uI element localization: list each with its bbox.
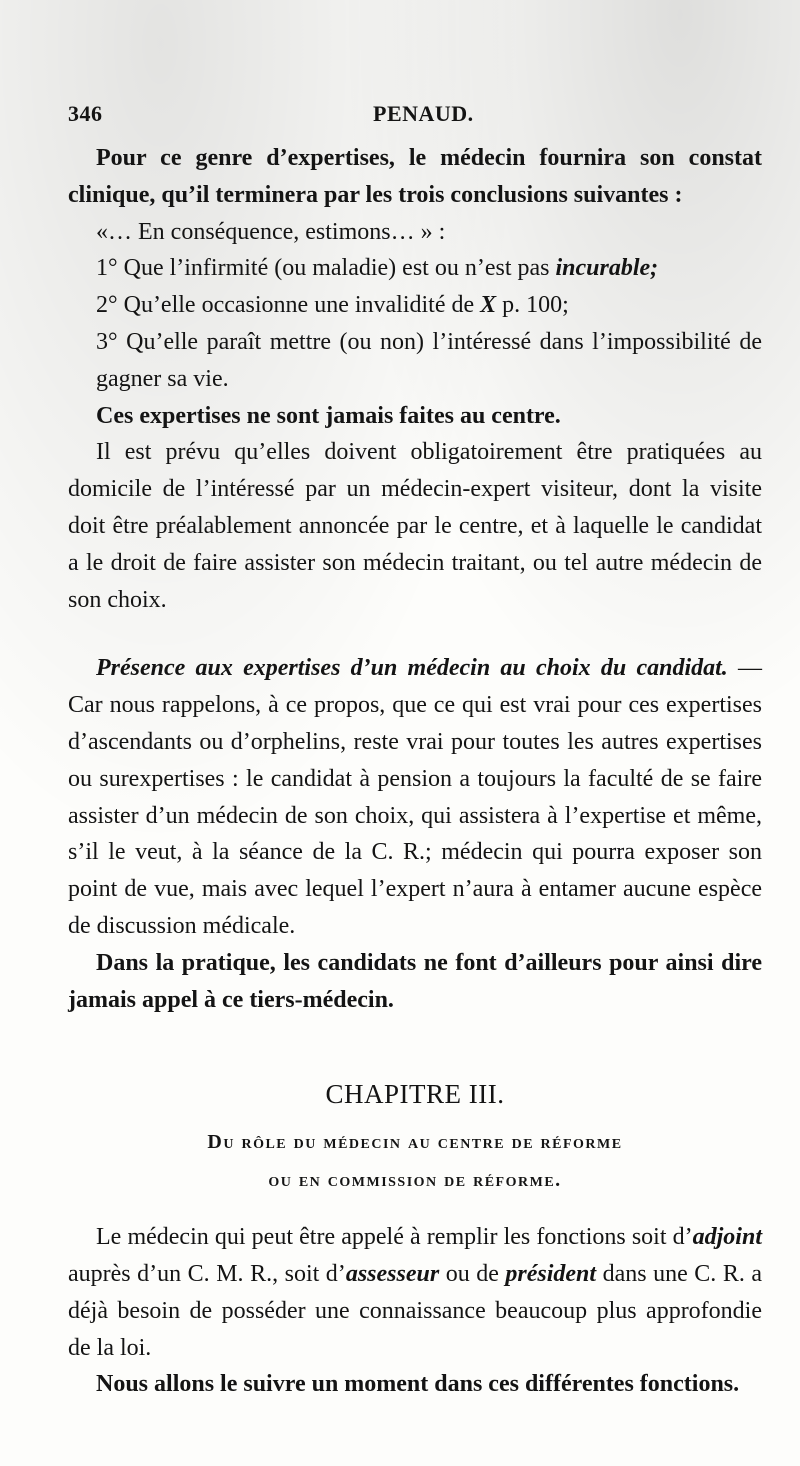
paragraph-presence-doctor (68, 650, 762, 944)
conclusion-item-1 (68, 250, 762, 287)
paragraph-home-visit: Il est prévu qu’elles doivent obligatoirement être pratiquées au domicile de l’intéressé par un médecin-expert visiteur, dont la visite doit être préalablement annoncée par le centre, et à laquelle le candidat a le droit de faire assister son médecin traitant, ou tel autre médecin de son choix. (68, 439, 762, 613)
conclusion-text-2a: Qu’elle occasionne une invalidité de (117, 292, 481, 319)
conclusion-emphasis-1: incurable; (555, 255, 659, 282)
paragraph-doctor-functions (68, 1219, 762, 1366)
functions-text-d: dans une C. R. a déjà besoin de posséder une connaissance beaucoup plus approfondie de la loi. (68, 1260, 763, 1361)
chapter-subtitle-line-1: Du rôle du médecin au centre de réforme (207, 1131, 623, 1154)
conclusion-text-3: Qu’elle paraît mettre (ou non) l’intéressé dans l’impossibilité de gagner sa vie. (96, 328, 762, 392)
conclusion-emphasis-2: X (480, 292, 497, 319)
functions-text-a: Le médecin qui peut être appelé à remplir les fonctions soit d’ (96, 1224, 693, 1251)
term-president: président (505, 1260, 597, 1287)
paragraph-not-at-centre: Ces expertises ne sont jamais faites au centre. (96, 402, 561, 429)
paragraph-presence-text: — Car nous rappelons, à ce propos, que ce qui est vrai pour ces expertises d’ascendants ou d’orphelins, reste vrai pour toutes les autres expertises ou surexpertises : le candidat à pension a toujours la faculté de se faire assister d’un médecin de son choix, qui assistera à l’expertise et même, s’il le veut, à la séance de la C. R.; médecin qui pourra exposer son point de vue, mais avec lequel l’expert n’aura à entamer aucune espèce de discussion médicale. (68, 655, 763, 939)
paragraph-expertise-conclusions: Pour ce genre d’expertises, le médecin fournira son constat clinique, qu’il terminera par les trois conclusions suivantes : (68, 145, 762, 208)
conclusion-item-3 (68, 324, 762, 398)
chapter-subtitle (68, 1123, 762, 1199)
functions-text-b: auprès d’un C. M. R., soit d’ (68, 1260, 346, 1287)
page-header (68, 101, 760, 133)
conclusion-number-1: 1° (96, 255, 118, 282)
conclusion-number-3: 3° (96, 328, 118, 355)
term-adjoint: adjoint (692, 1224, 762, 1251)
paragraph-follow-functions: Nous allons le suivre un moment dans ces différentes fonctions. (96, 1371, 740, 1398)
page-number: 346 (68, 101, 103, 126)
conclusion-item-2 (68, 287, 762, 324)
page-body (68, 140, 762, 1403)
paragraph-in-practice: Dans la pratique, les candidats ne font d’ailleurs pour ainsi dire jamais appel à ce tiers-médecin. (68, 949, 762, 1013)
running-title: PENAUD. (373, 101, 474, 126)
conclusion-number-2: 2° (96, 292, 118, 319)
functions-text-c: ou de (439, 1260, 506, 1287)
conclusion-text-1: Que l’infirmité (ou maladie) est ou n’est pas (117, 255, 556, 282)
conclusion-text-2b: p. 100; (496, 292, 569, 319)
section-heading-presence: Présence aux expertises d’un médecin au choix du candidat. (96, 655, 728, 682)
chapter-subtitle-line-2: ou en commission de réforme. (268, 1169, 562, 1192)
term-assesseur: assesseur (345, 1260, 440, 1287)
chapter-title: CHAPITRE III. (325, 1079, 505, 1110)
quote-consequence: «… En conséquence, estimons… » : (96, 218, 446, 245)
